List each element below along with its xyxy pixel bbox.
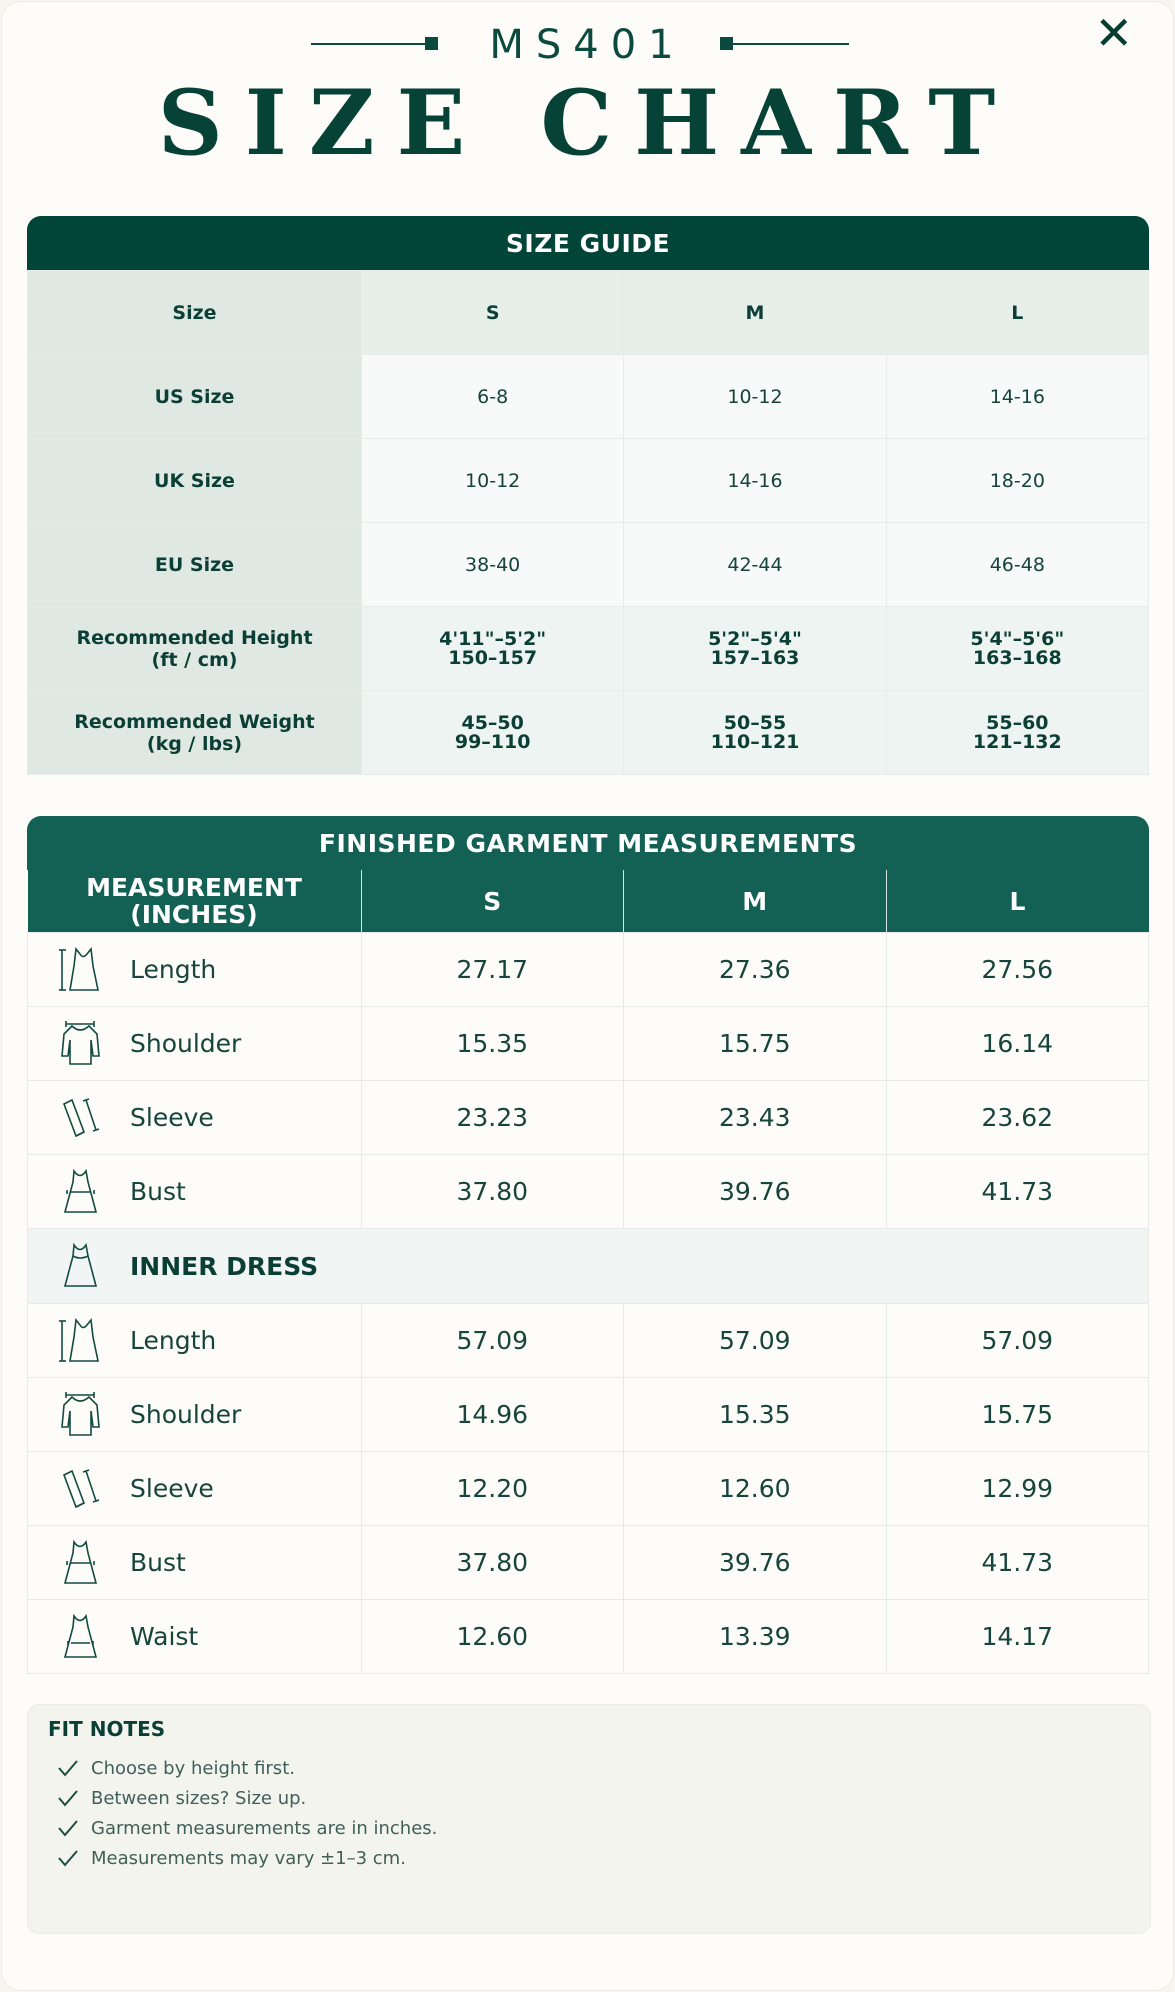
measurement-label-cell [28,1229,1149,1304]
measurement-value: 57.09 [886,1304,1149,1378]
measurement-value: 37.80 [361,1526,624,1600]
page-title: SIZE CHART [157,70,1018,176]
measurement-value: 15.75 [624,1007,887,1081]
waist-icon [58,1613,102,1661]
measurement-value: 15.35 [361,1007,624,1081]
measurement-row [28,1081,1149,1155]
size-guide-cell: 14-16 [886,355,1148,439]
measurements-section [27,816,1149,1674]
measurement-value: 41.73 [886,1155,1149,1229]
length-icon [58,946,102,994]
measurement-value: 23.43 [624,1081,887,1155]
size-guide-cell: 5'2"–5'4" 157–163 [624,607,886,691]
measurement-value: 27.56 [886,933,1149,1007]
shoulder-icon [58,1020,102,1068]
measurement-value: 39.76 [624,1526,887,1600]
fit-note-item: Choose by height first. [56,1757,295,1779]
measurement-column-header: MEASUREMENT (INCHES) [28,870,362,933]
sleeve-icon [58,1465,102,1513]
size-guide-cell: 18-20 [886,439,1148,523]
size-guide-row [28,523,1149,607]
measurement-row [28,1155,1149,1229]
size-guide-cell: 10-12 [362,439,624,523]
measurement-value: 23.23 [361,1081,624,1155]
size-guide-cell: 14-16 [624,439,886,523]
size-s-column-header: S [361,870,624,933]
measurement-label: Sleeve [130,1474,214,1503]
measurement-label: Bust [130,1548,186,1577]
check-icon [56,1757,80,1779]
measurement-value: 14.17 [886,1600,1149,1674]
size-guide-row-label: EU Size [28,523,362,607]
size-guide-cell: 10-12 [624,355,886,439]
measurement-value: 13.39 [624,1600,887,1674]
size-column-header: Size [28,271,362,355]
measurement-value: 23.62 [886,1081,1149,1155]
size-guide-section [27,216,1149,775]
length-icon [58,1317,102,1365]
size-guide-cell: 55–60 121–132 [886,691,1148,775]
size-guide-row-label: Recommended Weight (kg / lbs) [28,691,362,775]
measurement-label: Length [130,955,217,984]
size-guide-table [27,270,1149,775]
measurement-value: 12.20 [361,1452,624,1526]
measurement-value: 27.36 [624,933,887,1007]
fit-note-item: Measurements may vary ±1–3 cm. [56,1847,406,1869]
size-guide-cell: 4'11"–5'2" 150–157 [362,607,624,691]
size-l-column-header: L [886,870,1149,933]
measurement-value: 57.09 [361,1304,624,1378]
measurement-label-cell [28,1600,362,1674]
check-icon [56,1787,80,1809]
measurement-value: 41.73 [886,1526,1149,1600]
measurements-title: FINISHED GARMENT MEASUREMENTS [27,816,1149,870]
measurement-row [28,1304,1149,1378]
size-guide-row [28,607,1149,691]
measurement-label: Sleeve [130,1103,214,1132]
product-code: MS401 [489,22,686,68]
size-guide-cell: 45–50 99–110 [362,691,624,775]
size-guide-row-label: US Size [28,355,362,439]
measurement-value: 12.60 [624,1452,887,1526]
measurement-label: Shoulder [130,1400,242,1429]
check-icon [56,1817,80,1839]
measurement-value: 15.75 [886,1378,1149,1452]
size-l-column-header: L [886,271,1148,355]
bust-icon [58,1168,102,1216]
check-icon [56,1847,80,1869]
size-s-column-header: S [362,271,624,355]
measurement-row [28,1007,1149,1081]
measurement-label-cell [28,933,362,1007]
product-code-row [0,22,1175,72]
size-guide-cell: 42-44 [624,523,886,607]
measurement-label-cell [28,1081,362,1155]
bust-icon [58,1539,102,1587]
measurement-label-cell [28,1452,362,1526]
measurement-value: 12.99 [886,1452,1149,1526]
size-guide-row-label: Recommended Height (ft / cm) [28,607,362,691]
measurement-label: Length [130,1326,217,1355]
measurement-label-cell [28,1526,362,1600]
fit-note-item: Garment measurements are in inches. [56,1817,437,1839]
size-guide-cell: 50–55 110–121 [624,691,886,775]
size-guide-row [28,355,1149,439]
size-guide-cell: 5'4"–5'6" 163–168 [886,607,1148,691]
measurement-value: 37.80 [361,1155,624,1229]
measurement-label-cell [28,1155,362,1229]
measurement-row [28,933,1149,1007]
fit-notes-title: FIT NOTES [48,1717,166,1741]
measurement-value: 16.14 [886,1007,1149,1081]
size-guide-row [28,691,1149,775]
decorative-line-right [727,43,849,45]
size-guide-cell: 6-8 [362,355,624,439]
size-guide-title: SIZE GUIDE [27,216,1149,270]
measurement-row [28,1600,1149,1674]
measurements-table [27,870,1149,1674]
measurement-row [28,1378,1149,1452]
measurement-label: Waist [130,1622,199,1651]
measurement-label: Bust [130,1177,186,1206]
size-guide-row [28,439,1149,523]
measurement-value: 12.60 [361,1600,624,1674]
fit-notes-panel [27,1704,1151,1934]
size-guide-cell: 46-48 [886,523,1148,607]
size-m-column-header: M [624,271,886,355]
measurement-label-cell [28,1304,362,1378]
size-guide-cell: 38-40 [362,523,624,607]
measurement-value: 15.35 [624,1378,887,1452]
measurement-row [28,1452,1149,1526]
measurement-label: INNER DRESS [130,1251,319,1281]
measurement-value: 14.96 [361,1378,624,1452]
measurement-row [28,1526,1149,1600]
measurement-label: Shoulder [130,1029,242,1058]
size-guide-header-row [28,271,1149,355]
measurement-label-cell [28,1007,362,1081]
close-icon[interactable]: ✕ [1094,6,1133,60]
shoulder-icon [58,1391,102,1439]
measurement-value: 57.09 [624,1304,887,1378]
measurement-value: 27.17 [361,933,624,1007]
size-guide-row-label: UK Size [28,439,362,523]
sleeve-icon [58,1094,102,1142]
inner-dress-subheader [28,1229,1149,1304]
measurement-label-cell [28,1378,362,1452]
measurements-header-row [28,870,1149,933]
size-m-column-header: M [624,870,887,933]
dress-icon [58,1242,102,1290]
fit-note-item: Between sizes? Size up. [56,1787,306,1809]
measurement-value: 39.76 [624,1155,887,1229]
